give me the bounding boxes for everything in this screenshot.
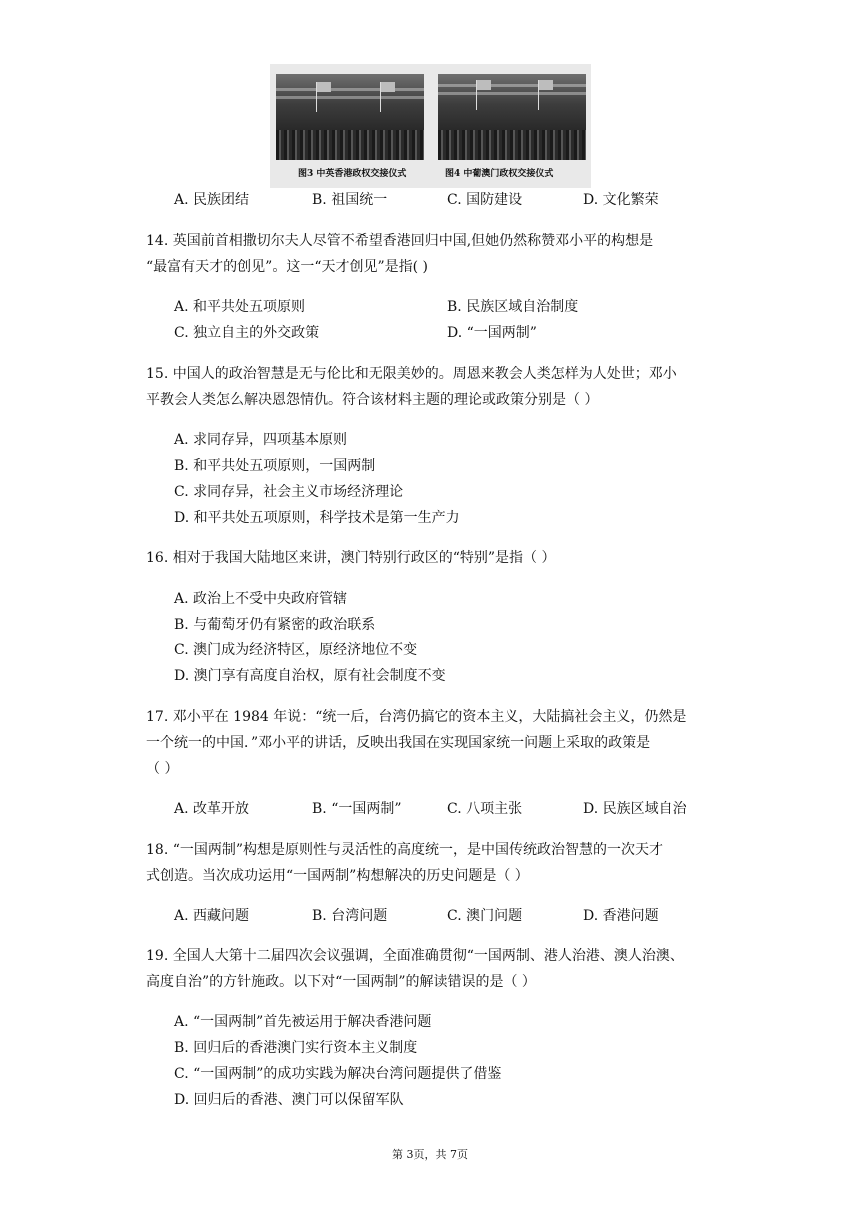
q16-option-c: C. 澳门成为经济特区，原经济地位不变 [174,642,418,658]
q19-option-c: C. “一国两制”的成功实践为解决台湾问题提供了借鉴 [174,1066,502,1082]
q14-stem-line2: “最富有天才的创见”。这一“天才创见”是指( ) [146,259,429,275]
q15-stem-line1: 15. 中国人的政治智慧是无与伦比和无限美妙的。周恩来教会人类怎样为人处世；邓小 [146,366,677,382]
q14-stem-line1: 14. 英国前首相撒切尔夫人尽管不希望香港回归中国,但她仍然称赞邓小平的构想是 [146,233,654,249]
q18-stem-line1: 18. “一国两制”构想是原则性与灵活性的高度统一，是中国传统政治智慧的一次天才 [146,842,664,858]
q19-stem-line1: 19. 全国人大第十二届四次会议强调，全面准确贯彻“一国两制、港人治港、澳人治澳、 [146,948,684,964]
q17-option-d: D. 民族区域自治 [583,801,687,817]
q14-option-a: A. 和平共处五项原则 [174,299,306,315]
q13-option-a: A. 民族团结 [174,192,250,208]
q15-option-b: B. 和平共处五项原则，一国两制 [174,458,376,474]
q17-option-b: B. “一国两制” [312,801,402,817]
q17-stem-line3: （ ） [146,761,179,777]
q14-option-b: B. 民族区域自治制度 [447,299,579,315]
hong-kong-handover-photo [276,74,424,160]
q16-option-d: D. 澳门享有高度自治权，原有社会制度不变 [174,668,446,684]
q16-option-b: B. 与葡萄牙仍有紧密的政治联系 [174,617,376,633]
q19-option-a: A. “一国两制”首先被运用于解决香港问题 [174,1014,432,1030]
exchange-ceremony-figure [270,64,591,188]
q19-option-b: B. 回归后的香港澳门实行资本主义制度 [174,1040,418,1056]
q18-option-b: B. 台湾问题 [312,908,388,924]
q17-stem-line2: 一个统一的中国．”邓小平的讲话，反映出我国在实现国家统一问题上采取的政策是 [146,735,651,751]
q18-option-a: A. 西藏问题 [174,908,250,924]
q18-option-c: C. 澳门问题 [447,908,523,924]
q14-option-c: C. 独立自主的外交政策 [174,325,320,341]
q18-stem-line2: 式创造。当次成功运用“一国两制”构想解决的历史问题是（ ） [146,868,529,884]
q17-stem-line1: 17. 邓小平在 1984 年说：“统一后，台湾仍搞它的资本主义，大陆搞社会主义，仍然是 [146,709,687,725]
q16-stem-line1: 16. 相对于我国大陆地区来讲，澳门特别行政区的“特别”是指（ ） [146,550,556,566]
q16-option-a: A. 政治上不受中央政府管辖 [174,591,348,607]
q15-option-c: C. 求同存异，社会主义市场经济理论 [174,484,404,500]
q13-option-d: D. 文化繁荣 [583,192,659,208]
q18-option-d: D. 香港问题 [583,908,659,924]
q15-option-d: D. 和平共处五项原则，科学技术是第一生产力 [174,510,460,526]
figure-caption-right: 图4 中葡澳门政权交接仪式 [445,169,554,179]
q17-option-a: A. 改革开放 [174,801,250,817]
q19-stem-line2: 高度自治”的方针施政。以下对“一国两制”的解读错误的是（ ） [146,974,536,990]
figure-caption-left: 图3 中英香港政权交接仪式 [298,169,407,179]
macau-handover-photo [438,74,586,160]
page-number-footer: 第 3页，共 7页 [392,1148,468,1161]
q14-option-d: D. “一国两制” [447,325,537,341]
q17-option-c: C. 八项主张 [447,801,523,817]
q15-stem-line2: 平教会人类怎么解决恩怨情仇。符合该材料主题的理论或政策分别是（ ） [146,392,599,408]
q13-option-b: B. 祖国统一 [312,192,388,208]
q15-option-a: A. 求同存异，四项基本原则 [174,432,348,448]
q13-option-c: C. 国防建设 [447,192,523,208]
q19-option-d: D. 回归后的香港、澳门可以保留军队 [174,1092,404,1108]
